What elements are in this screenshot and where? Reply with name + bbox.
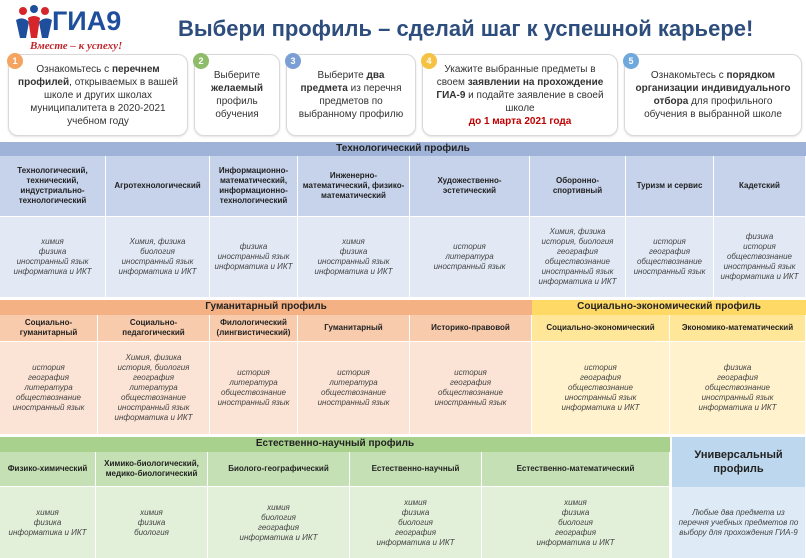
subject-item: обществознание — [220, 388, 286, 397]
soc-subjects-1 — [532, 342, 670, 434]
nat-col-5: Естественно-математический — [482, 452, 670, 486]
soc-profile-header: Социально-экономический профиль — [532, 300, 806, 315]
subject-item: информатика и ИКТ — [239, 532, 318, 542]
logo-text: ГИА9 — [52, 6, 122, 36]
subject-item: история — [453, 242, 486, 251]
subject-item: химия — [140, 507, 163, 517]
subject-item: физика — [33, 517, 62, 527]
logo-slogan: Вместе – к успеху! — [30, 40, 123, 52]
subject-item: обществознание — [437, 388, 503, 397]
page-title: Выбери профиль – сделай шаг к успешной карьере! — [178, 16, 754, 41]
subject-item: литература — [229, 378, 278, 387]
hum-col-5: Историко-правовой — [410, 315, 532, 341]
subject-item: физика — [401, 507, 430, 517]
hum-subjects-3 — [210, 342, 298, 434]
tech-subjects-5 — [410, 217, 530, 297]
hum-columns-row — [0, 315, 532, 341]
tech-columns-row — [0, 156, 806, 216]
tech-col-8: Кадетский — [714, 156, 806, 216]
subject-item: биология — [398, 517, 433, 527]
subject-item: физика — [239, 242, 268, 251]
subject-item: информатика и ИКТ — [314, 267, 393, 276]
nat-subjects-2 — [96, 487, 208, 558]
nat-subjects-3 — [208, 487, 350, 558]
step-card-5 — [624, 54, 802, 136]
subject-item: информатика и ИКТ — [8, 527, 87, 537]
step-card-1 — [8, 54, 188, 136]
hum-subjects-row — [0, 342, 532, 434]
subject-item: обществознание — [15, 393, 81, 402]
nat-col-1: Физико-химический — [0, 452, 96, 486]
subject-item: биология — [140, 247, 175, 256]
step-card-2 — [194, 54, 280, 136]
tech-subjects-row — [0, 217, 806, 297]
subject-item: физика — [561, 507, 590, 517]
subject-item: химия — [36, 507, 59, 517]
subject-item: история — [653, 237, 686, 246]
subject-item: иностранный язык — [701, 393, 774, 402]
tech-col-4: Инженерно-математический, физико-математический — [298, 156, 410, 216]
tech-subjects-2 — [106, 217, 210, 297]
people-logo-icon — [14, 4, 54, 42]
step-text-5: Ознакомьтесь с порядком организации индивидуального отбора для профильного обучения в выбранной школе — [635, 70, 791, 120]
subject-item: биология — [134, 527, 169, 537]
subject-item: география — [554, 527, 596, 537]
step-number-5: 5 — [623, 53, 639, 69]
tech-col-5: Художественно-эстетический — [410, 156, 530, 216]
subject-item: информатика и ИКТ — [536, 537, 615, 547]
hum-subjects-4 — [298, 342, 410, 434]
subject-item: биология — [558, 517, 593, 527]
subject-item: история — [237, 368, 270, 377]
subject-item: литература — [24, 383, 73, 392]
subject-item: география — [394, 527, 436, 537]
nat-subjects-5 — [482, 487, 670, 558]
subject-item: информатика и ИКТ — [376, 537, 455, 547]
subject-item: история — [337, 368, 370, 377]
subject-item: иностранный язык — [16, 257, 89, 266]
uni-profile-header: Универсальный профиль — [672, 437, 806, 487]
subject-item: физика — [38, 247, 67, 256]
steps-row — [8, 54, 802, 138]
subject-item: история — [584, 363, 617, 372]
subject-item: иностранный язык — [541, 267, 614, 276]
tech-subjects-3 — [210, 217, 298, 297]
subject-item: иностранный язык — [217, 398, 290, 407]
hum-col-4: Гуманитарный — [298, 315, 410, 341]
step-text-1: Ознакомьтесь с перечнем профилей, открываемых в вашей школе и других школах муниципалитета в 2020-2021 учебном году — [18, 63, 178, 127]
subject-item: биология — [261, 512, 296, 522]
subject-item: обществознание — [320, 388, 386, 397]
nat-subjects-4 — [350, 487, 482, 558]
step-number-2: 2 — [193, 53, 209, 69]
subject-item: история, биология — [117, 363, 190, 372]
subject-item: иностранный язык — [12, 403, 85, 412]
tech-col-1: Технологический, технический, индустриально-технологический — [0, 156, 106, 216]
nat-columns-row — [0, 452, 670, 486]
tech-subjects-8 — [714, 217, 806, 297]
subject-item: Химия, физика — [129, 237, 186, 246]
nat-profile-header: Естественно-научный профиль — [0, 437, 670, 452]
subject-item: химия — [267, 502, 290, 512]
subject-item: информатика и ИКТ — [118, 267, 197, 276]
subject-item: информатика и ИКТ — [214, 262, 293, 271]
subject-item: история — [454, 368, 487, 377]
subject-item: иностранный язык — [317, 257, 390, 266]
subject-item: иностранный язык — [317, 398, 390, 407]
uni-profile-text: Любые два предмета из перечня учебных предметов по выбору для прохождения ГИА-9 — [672, 487, 806, 558]
subject-item: Химия, физика — [549, 227, 606, 236]
subject-item: физика — [339, 247, 368, 256]
tech-subjects-7 — [626, 217, 714, 297]
subject-item: информатика и ИКТ — [698, 403, 777, 412]
subject-item: физика — [723, 363, 752, 372]
subject-item: история — [32, 363, 65, 372]
tech-subjects-4 — [298, 217, 410, 297]
tech-col-6: Оборонно-спортивный — [530, 156, 626, 216]
subject-item: иностранный язык — [723, 262, 796, 271]
nat-subjects-1 — [0, 487, 96, 558]
subject-item: иностранный язык — [564, 393, 637, 402]
subject-item: география — [449, 378, 491, 387]
subject-item: информатика и ИКТ — [561, 403, 640, 412]
subject-item: иностранный язык — [217, 252, 290, 261]
hum-subjects-5 — [410, 342, 532, 434]
subject-item: литература — [329, 378, 378, 387]
nat-col-3: Биолого-географический — [208, 452, 350, 486]
tech-profile-header: Технологический профиль — [0, 142, 806, 156]
soc-subjects-2 — [670, 342, 806, 434]
subject-item: обществознание — [544, 257, 610, 266]
subject-item: физика — [137, 517, 166, 527]
subject-item: Химия, физика — [125, 353, 182, 362]
nat-col-2: Химико-биологический, медико-биологический — [96, 452, 208, 486]
hum-profile-header: Гуманитарный профиль — [0, 300, 532, 315]
subject-item: обществознание — [120, 393, 186, 402]
tech-subjects-6 — [530, 217, 626, 297]
step-number-1: 1 — [7, 53, 23, 69]
subject-item: химия — [41, 237, 64, 246]
subject-item: литература — [445, 252, 494, 261]
subject-item: иностранный язык — [433, 262, 506, 271]
hum-col-2: Социально-педагогический — [98, 315, 210, 341]
subject-item: география — [716, 373, 758, 382]
subject-item: химия — [564, 497, 587, 507]
subject-item: обществознание — [636, 257, 702, 266]
subject-item: география — [27, 373, 69, 382]
subject-item: история, биология — [541, 237, 614, 246]
subject-item: иностранный язык — [434, 398, 507, 407]
subject-item: география — [579, 373, 621, 382]
subject-item: история — [743, 242, 776, 251]
subject-item: литература — [129, 383, 178, 392]
step-text-4: Укажите выбранные предметы в своем заявлении на прохождение ГИА-9 и подайте заявление в своей школе до 1 марта 2021 года — [436, 63, 604, 127]
logo — [14, 4, 174, 54]
nat-col-4: Естественно-научный — [350, 452, 482, 486]
hum-subjects-2 — [98, 342, 210, 434]
subject-item: иностранный язык — [117, 403, 190, 412]
subject-item: химия — [404, 497, 427, 507]
hum-col-3: Филологический (лингвистический) — [210, 315, 298, 341]
subject-item: обществознание — [567, 383, 633, 392]
tech-col-2: Агротехнологический — [106, 156, 210, 216]
tech-col-3: Информационно-математический, информационно-технологический — [210, 156, 298, 216]
subject-item: обществознание — [726, 252, 792, 261]
subject-item: информатика и ИКТ — [13, 267, 92, 276]
subject-item: география — [257, 522, 299, 532]
hum-col-1: Социально-гуманитарный — [0, 315, 98, 341]
subject-item: информатика и ИКТ — [720, 272, 799, 281]
subject-item: иностранный язык — [121, 257, 194, 266]
soc-subjects-row — [532, 342, 806, 434]
subject-item: иностранный язык — [633, 267, 706, 276]
subject-item: география — [648, 247, 690, 256]
subject-item: обществознание — [704, 383, 770, 392]
step-text-2: Выберите желаемый профиль обучения — [211, 70, 263, 120]
subject-item: география — [132, 373, 174, 382]
step-number-4: 4 — [421, 53, 437, 69]
tech-col-7: Туризм и сервис — [626, 156, 714, 216]
step-text-3: Выберите два предмета из перечня предметов по выбранному профилю — [298, 70, 404, 120]
soc-col-2: Экономико-математический — [670, 315, 806, 341]
step-card-3 — [286, 54, 416, 136]
step-card-4 — [422, 54, 618, 136]
nat-subjects-row — [0, 487, 670, 558]
hum-subjects-1 — [0, 342, 98, 434]
soc-columns-row — [532, 315, 806, 341]
subject-item: информатика и ИКТ — [114, 413, 193, 422]
subject-item: информатика и ИКТ — [538, 277, 617, 286]
subject-item: география — [556, 247, 598, 256]
subject-item: химия — [342, 237, 365, 246]
step-number-3: 3 — [285, 53, 301, 69]
soc-col-1: Социально-экономический — [532, 315, 670, 341]
subject-item: физика — [745, 232, 774, 241]
tech-subjects-1 — [0, 217, 106, 297]
